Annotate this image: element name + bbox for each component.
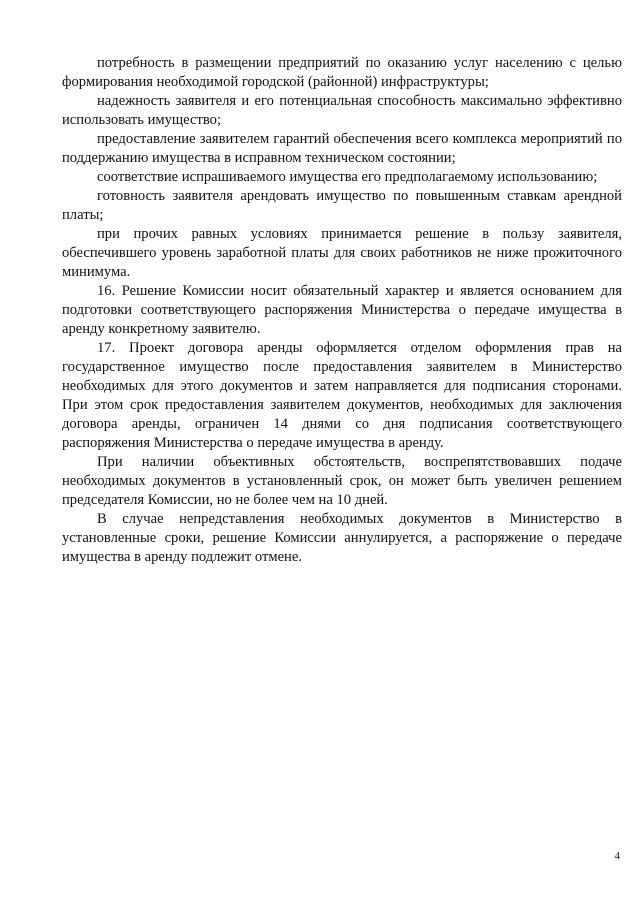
paragraph-equal-conditions: при прочих равных условиях принимается решение в пользу заявителя, обеспечившего уровень заработной платы для своих работников не ниже прожиточного минимума. <box>62 226 622 280</box>
paragraph-intended-use: соответствие испрашиваемого имущества его предполагаемому использованию; <box>97 169 598 185</box>
paragraph-applicant-reliability: надежность заявителя и его потенциальная способность максимально эффективно использовать имущество; <box>62 93 622 128</box>
paragraph-item-17: 17. Проект договора аренды оформляется отделом оформления прав на государственное имущество после предоставления заявителем в Министерство необходимых для этого документов и затем направляется для подписания сторонами. При этом срок предоставления заявителем документов, необходимых для заключения договора аренды, ограничен 14 днями со дня подписания соответствующего распоряжения Министерства о передаче имущества в аренду. <box>62 340 622 451</box>
paragraph-item-16: 16. Решение Комиссии носит обязательный характер и является основанием для подготовки соответствующего распоряжения Министерства о передаче имущества в аренду конкретному заявителю. <box>62 283 622 337</box>
paragraph-infrastructure-need: потребность в размещении предприятий по оказанию услуг населению с целью формирования необходимой городской (районной) инфраструктуры; <box>62 55 622 90</box>
document-body <box>62 54 622 567</box>
paragraph-annulment: В случае непредставления необходимых документов в Министерство в установленные сроки, решение Комиссии аннулируется, а распоряжение о передаче имущества в аренду подлежит отмене. <box>62 511 622 565</box>
paragraph-increased-rates: готовность заявителя арендовать имущество по повышенным ставкам арендной платы; <box>62 188 622 223</box>
page-number: 4 <box>614 850 620 862</box>
paragraph-extension: При наличии объективных обстоятельств, воспрепятствовавших подаче необходимых документов в установленный срок, он может быть увеличен решением председателя Комиссии, но не более чем на 10 дней. <box>62 454 622 508</box>
paragraph-maintenance-guarantees: предоставление заявителем гарантий обеспечения всего комплекса мероприятий по поддержанию имущества в исправном техническом состоянии; <box>62 131 622 166</box>
